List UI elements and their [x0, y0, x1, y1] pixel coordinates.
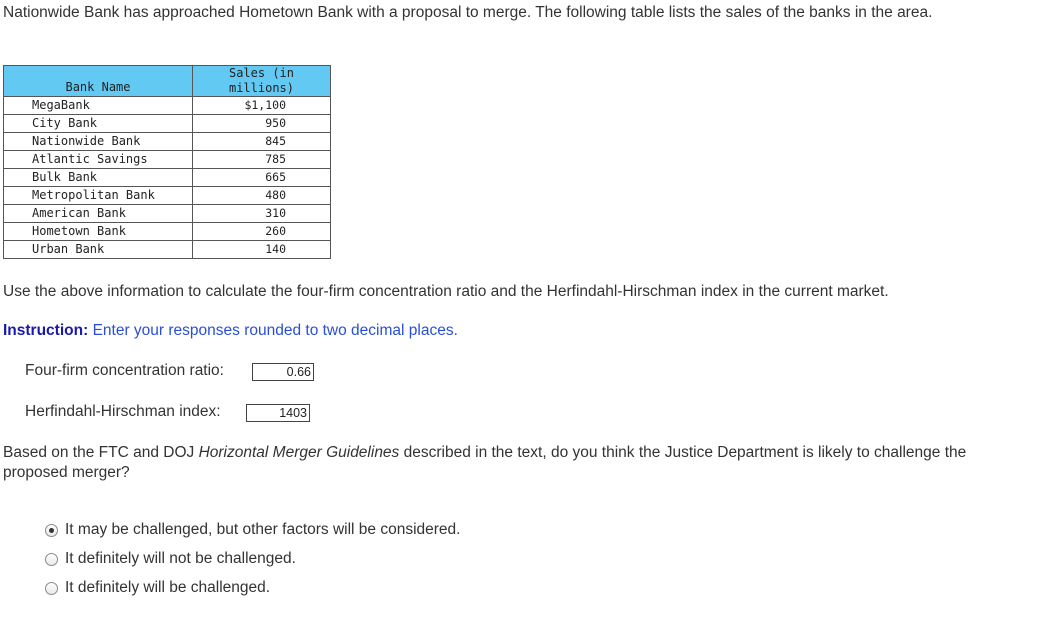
question-2-after: described in the text, do you think the Justice Department is likely to challenge the proposed merger?	[3, 444, 967, 481]
header-bank-name: Bank Name	[4, 66, 193, 97]
instruction-text: Enter your responses rounded to two decimal places.	[92, 322, 458, 339]
sales-cell: 665	[193, 169, 331, 187]
radio-button[interactable]	[45, 524, 58, 537]
option-may-be-challenged[interactable]	[45, 520, 460, 540]
bank-name-cell: American Bank	[4, 205, 193, 223]
instruction-label: Instruction:	[3, 322, 89, 339]
bank-name-cell: Hometown Bank	[4, 223, 193, 241]
hhi-input[interactable]: 1403	[246, 404, 310, 422]
table-row	[4, 205, 331, 223]
option-will-be-challenged[interactable]	[45, 578, 270, 598]
option-label: It definitely will be challenged.	[65, 579, 271, 596]
radio-button[interactable]	[45, 553, 58, 566]
option-will-not-be-challenged[interactable]	[45, 549, 296, 569]
table-header-row	[4, 66, 331, 97]
bank-name-cell: Urban Bank	[4, 241, 193, 259]
bank-sales-table	[3, 65, 331, 259]
bank-name-cell: City Bank	[4, 115, 193, 133]
sales-cell: $1,100	[193, 97, 331, 115]
bank-name-cell: Metropolitan Bank	[4, 187, 193, 205]
table-row	[4, 115, 331, 133]
header-sales	[193, 66, 331, 97]
sales-cell: 785	[193, 151, 331, 169]
sales-cell: 950	[193, 115, 331, 133]
bank-name-cell: Atlantic Savings	[4, 151, 193, 169]
question-2-before: Based on the FTC and DOJ	[3, 444, 199, 461]
question-2-text	[3, 443, 1003, 483]
sales-cell: 140	[193, 241, 331, 259]
concentration-ratio-input[interactable]: 0.66	[252, 363, 314, 381]
table-row	[4, 187, 331, 205]
sales-cell: 310	[193, 205, 331, 223]
option-label: It may be challenged, but other factors will be considered.	[65, 521, 461, 538]
header-sales-line1: Sales (in	[228, 66, 295, 80]
header-sales-line2: millions)	[228, 81, 295, 95]
sales-cell: 480	[193, 187, 331, 205]
sales-cell: 260	[193, 223, 331, 241]
radio-button[interactable]	[45, 582, 58, 595]
bank-name-cell: Bulk Bank	[4, 169, 193, 187]
option-label: It definitely will not be challenged.	[65, 550, 296, 567]
bank-name-cell: Nationwide Bank	[4, 133, 193, 151]
table-row	[4, 133, 331, 151]
sales-cell: 845	[193, 133, 331, 151]
question-2-italic: Horizontal Merger Guidelines	[198, 444, 400, 461]
question-1-text: Use the above information to calculate the four-firm concentration ratio and the Herfindahl-Hirschman index in the current market.	[3, 283, 889, 300]
table-row	[4, 169, 331, 187]
table-row	[4, 97, 331, 115]
bank-name-cell: MegaBank	[4, 97, 193, 115]
table-row	[4, 223, 331, 241]
intro-text: Nationwide Bank has approached Hometown Bank with a proposal to merge. The following table lists the sales of the banks in the area.	[3, 4, 933, 21]
table-row	[4, 151, 331, 169]
instruction	[3, 321, 458, 341]
table-row	[4, 241, 331, 259]
hhi-label: Herfindahl-Hirschman index:	[25, 403, 221, 420]
concentration-ratio-label: Four-firm concentration ratio:	[25, 362, 224, 379]
